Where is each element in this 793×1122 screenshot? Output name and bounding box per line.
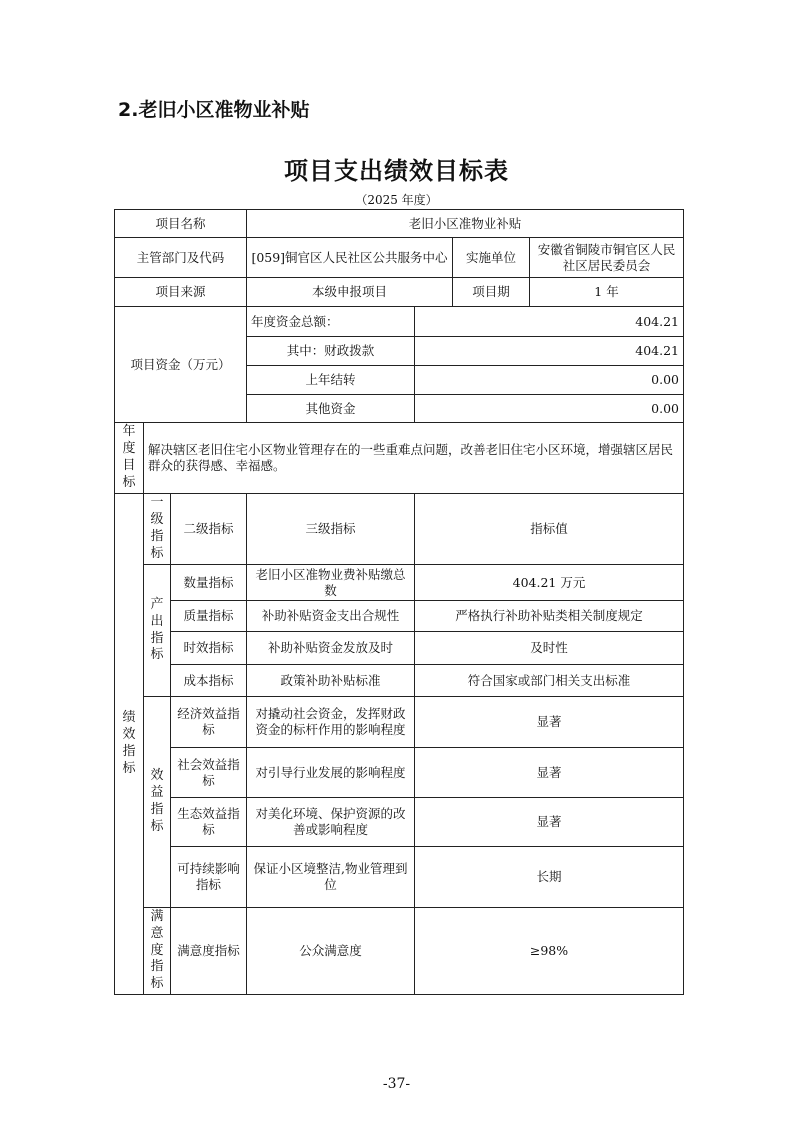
benefit-value: 显著	[415, 697, 684, 748]
header-level3: 三级指标	[247, 494, 415, 565]
department-label: 主管部门及代码	[115, 238, 247, 278]
output-level3: 补助补贴资金发放及时	[247, 632, 415, 665]
project-period-label: 项目期	[453, 278, 530, 307]
project-source-label: 项目来源	[115, 278, 247, 307]
document-year: （2025 年度）	[355, 193, 438, 207]
header-level2: 二级指标	[171, 494, 247, 565]
project-funds-label: 项目资金（万元）	[115, 307, 247, 423]
output-row	[115, 565, 684, 601]
performance-target-table	[114, 209, 684, 995]
fund-carryover-label: 上年结转	[247, 366, 415, 395]
project-period-value: 1 年	[530, 278, 684, 307]
benefit-level3: 保证小区境整洁,物业管理到位	[247, 847, 415, 908]
benefit-level2: 可持续影响指标	[171, 847, 247, 908]
project-source-value: 本级申报项目	[247, 278, 453, 307]
row-fund-total	[115, 307, 684, 337]
implementing-unit-label: 实施单位	[453, 238, 530, 278]
fund-fiscal-value: 404.21	[415, 337, 684, 366]
benefit-value: 长期	[415, 847, 684, 908]
output-value: 符合国家或部门相关支出标准	[415, 665, 684, 697]
output-level2: 质量指标	[171, 601, 247, 632]
output-row	[115, 632, 684, 665]
output-level2: 时效指标	[171, 632, 247, 665]
row-department	[115, 238, 684, 278]
benefit-row	[115, 748, 684, 798]
benefit-level3: 对美化环境、保护资源的改善或影响程度	[247, 798, 415, 847]
row-source	[115, 278, 684, 307]
section-heading: 2.老旧小区准物业补贴	[118, 99, 310, 121]
benefit-level3: 对引导行业发展的影响程度	[247, 748, 415, 798]
page-number: -37-	[382, 1076, 411, 1092]
output-row	[115, 665, 684, 697]
fund-total-label: 年度资金总额：	[247, 307, 415, 337]
benefit-row	[115, 847, 684, 908]
benefit-row	[115, 798, 684, 847]
annual-goal-text: 解决辖区老旧住宅小区物业管理存在的一些重难点问题，改善老旧住宅小区环境，增强辖区居民群众的获得感、幸福感。	[144, 423, 684, 494]
benefit-level2: 经济效益指标	[171, 697, 247, 748]
fund-carryover-value: 0.00	[415, 366, 684, 395]
output-level2: 成本指标	[171, 665, 247, 697]
implementing-unit-value: 安徽省铜陵市铜官区人民社区居民委员会	[530, 238, 684, 278]
department-value: [059]铜官区人民社区公共服务中心	[247, 238, 453, 278]
satisfaction-level2: 满意度指标	[171, 908, 247, 995]
output-value: 及时性	[415, 632, 684, 665]
output-value: 404.21 万元	[415, 565, 684, 601]
benefit-value: 显著	[415, 798, 684, 847]
output-level3: 补助补贴资金支出合规性	[247, 601, 415, 632]
output-level3: 政策补助补贴标准	[247, 665, 415, 697]
header-indicator-value: 指标值	[415, 494, 684, 565]
satisfaction-row	[115, 908, 684, 995]
output-indicators-label: 产出指标	[144, 565, 171, 697]
row-project-name	[115, 210, 684, 238]
project-name-value: 老旧小区准物业补贴	[247, 210, 684, 238]
benefit-level2: 社会效益指标	[171, 748, 247, 798]
benefit-level3: 对撬动社会资金，发挥财政资金的标杆作用的影响程度	[247, 697, 415, 748]
row-annual-goal	[115, 423, 684, 494]
header-level1: 一级指标	[144, 494, 171, 565]
benefit-level2: 生态效益指标	[171, 798, 247, 847]
benefit-row	[115, 697, 684, 748]
output-value: 严格执行补助补贴类相关制度规定	[415, 601, 684, 632]
project-name-label: 项目名称	[115, 210, 247, 238]
performance-indicators-label: 绩效指标	[115, 494, 144, 995]
satisfaction-indicators-label: 满意度指标	[144, 908, 171, 995]
benefit-value: 显著	[415, 748, 684, 798]
fund-total-value: 404.21	[415, 307, 684, 337]
output-row	[115, 601, 684, 632]
row-indicator-header	[115, 494, 684, 565]
benefit-indicators-label: 效益指标	[144, 697, 171, 908]
output-level2: 数量指标	[171, 565, 247, 601]
annual-goal-label: 年度目标	[115, 423, 144, 494]
output-level3: 老旧小区准物业费补贴缴总数	[247, 565, 415, 601]
fund-fiscal-label: 其中：财政拨款	[247, 337, 415, 366]
satisfaction-value: ≥98%	[415, 908, 684, 995]
fund-other-value: 0.00	[415, 395, 684, 423]
fund-other-label: 其他资金	[247, 395, 415, 423]
satisfaction-level3: 公众满意度	[247, 908, 415, 995]
document-title: 项目支出绩效目标表	[284, 157, 509, 185]
